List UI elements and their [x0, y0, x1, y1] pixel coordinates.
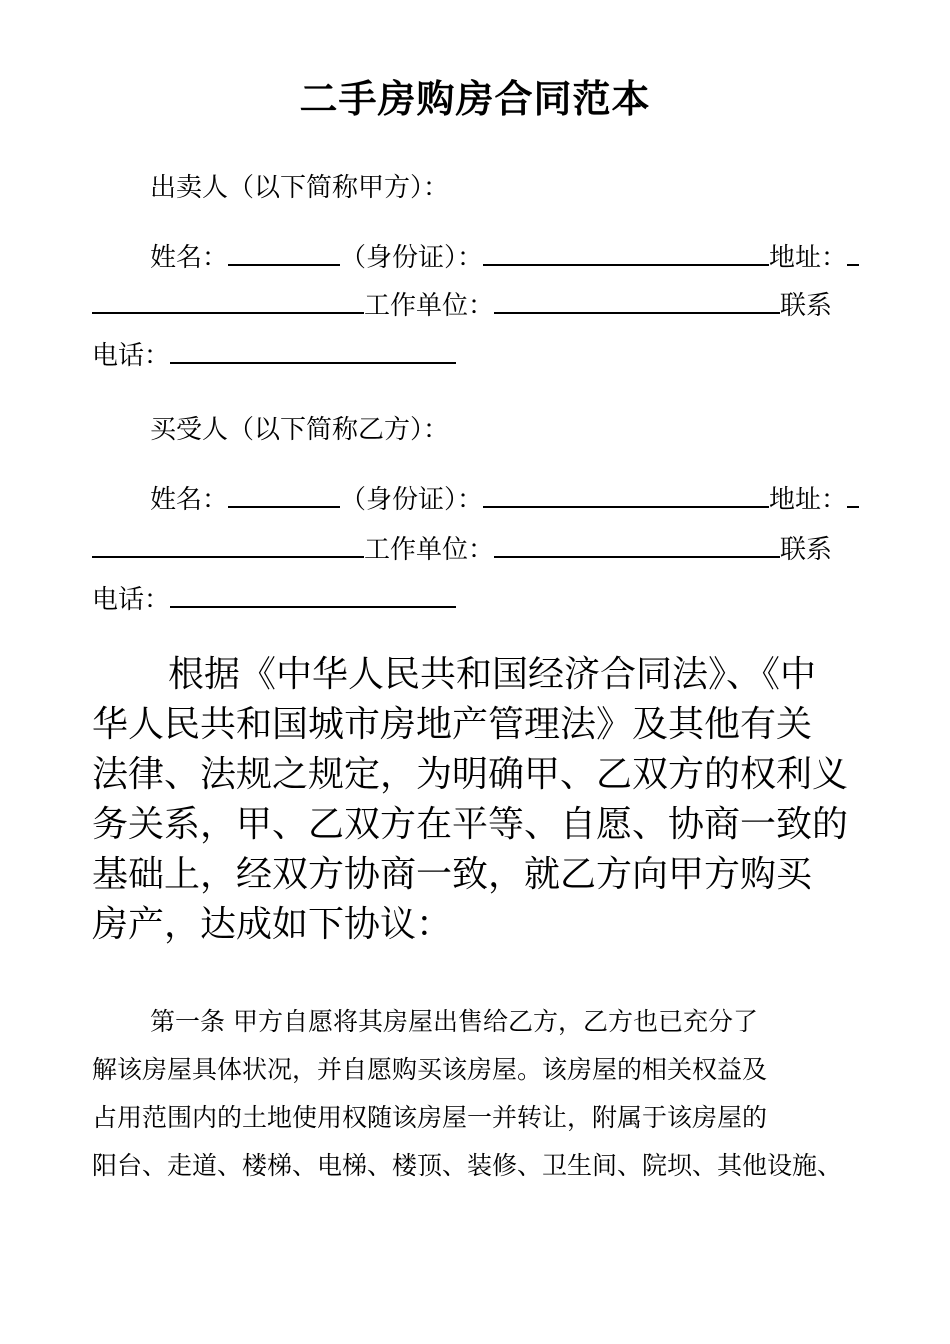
article-1-line: 占用范围内的土地使用权随该房屋一并转让，附属于该房屋的 — [92, 1103, 768, 1132]
seller-name-blank[interactable] — [228, 242, 340, 266]
buyer-work-blank[interactable] — [494, 534, 780, 558]
preamble-line: 房产，达成如下协议： — [92, 904, 453, 945]
seller-id-label: （身份证）： — [340, 243, 484, 273]
buyer-phone-label-2: 电话： — [92, 585, 171, 615]
seller-line-3 — [92, 338, 456, 374]
buyer-address-blank[interactable] — [92, 534, 364, 558]
seller-phone-label-1: 联系 — [780, 291, 833, 321]
buyer-id-blank[interactable] — [483, 484, 769, 508]
buyer-line-1 — [150, 482, 859, 518]
article-1-line: 解该房屋具体状况，并自愿购买该房屋。该房屋的相关权益及 — [92, 1055, 768, 1084]
buyer-address-blank-start[interactable] — [847, 484, 859, 508]
buyer-name-label: 姓名： — [150, 485, 229, 515]
seller-heading: 出卖人（以下简称甲方）： — [150, 173, 450, 203]
buyer-phone-label-1: 联系 — [780, 535, 833, 565]
seller-line-2 — [92, 288, 832, 324]
preamble-line: 根据《中华人民共和国经济合同法》、《中 — [168, 654, 817, 695]
seller-work-blank[interactable] — [494, 290, 780, 314]
seller-phone-label-2: 电话： — [92, 341, 171, 371]
buyer-line-3 — [92, 582, 456, 618]
seller-address-label: 地址： — [769, 243, 848, 273]
article-1-line: 阳台、走道、楼梯、电梯、楼顶、装修、卫生间、院坝、其他设施、 — [92, 1151, 843, 1180]
article-1-line: 第一条 甲方自愿将其房屋出售给乙方，乙方也已充分了 — [150, 1007, 758, 1036]
buyer-work-label: 工作单位： — [364, 535, 495, 565]
buyer-name-blank[interactable] — [228, 484, 340, 508]
seller-address-blank-start[interactable] — [847, 242, 859, 266]
seller-line-1 — [150, 240, 859, 276]
preamble-line: 法律、法规之规定，为明确甲、乙双方的权利义 — [92, 754, 849, 795]
seller-phone-blank[interactable] — [170, 340, 456, 364]
seller-id-blank[interactable] — [483, 242, 769, 266]
seller-work-label: 工作单位： — [364, 291, 495, 321]
buyer-line-2 — [92, 532, 832, 568]
preamble-line: 基础上，经双方协商一致，就乙方向甲方购买 — [92, 854, 813, 895]
preamble-line: 务关系，甲、乙双方在平等、自愿、协商一致的 — [92, 804, 849, 845]
seller-name-label: 姓名： — [150, 243, 229, 273]
buyer-id-label: （身份证）： — [340, 485, 484, 515]
page-title: 二手房购房合同范本 — [299, 76, 651, 121]
seller-address-blank[interactable] — [92, 290, 364, 314]
buyer-heading: 买受人（以下简称乙方）： — [150, 415, 450, 445]
buyer-phone-blank[interactable] — [170, 584, 456, 608]
preamble-line: 华人民共和国城市房地产管理法》及其他有关 — [92, 704, 813, 745]
buyer-address-label: 地址： — [769, 485, 848, 515]
